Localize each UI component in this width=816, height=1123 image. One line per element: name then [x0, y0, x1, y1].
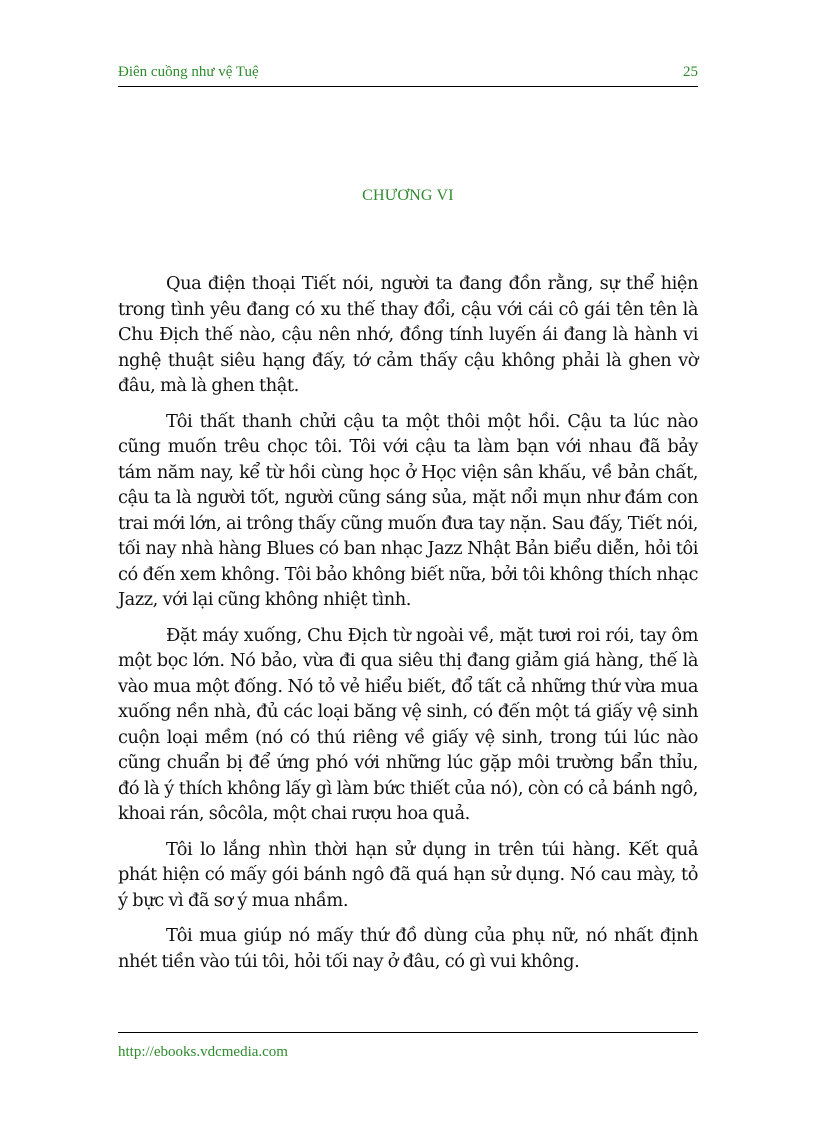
- body-text: [118, 271, 698, 984]
- footer-url-link[interactable]: http://ebooks.vdcmedia.com: [118, 1044, 288, 1060]
- page-header: [118, 62, 698, 87]
- footer-divider: [118, 1032, 698, 1033]
- page-number: 25: [683, 64, 698, 80]
- chapter-heading: CHƯƠNG VI: [362, 187, 454, 204]
- book-title: Điên cuồng như vệ Tuệ: [118, 64, 259, 80]
- paragraph: Qua điện thoại Tiết nói, người ta đang đồn rằng, sự thể hiện trong tình yêu đang có xu thế thay đổi, cậu với cái cô gái tên tên là Chu Địch thế nào, cậu nên nhớ, đồng tính luyến ái đang là hành vi nghệ thuật siêu hạng đấy, tớ cảm thấy cậu không phải là ghen vờ đâu, mà là ghen thật.: [118, 273, 698, 396]
- paragraph: Tôi thất thanh chửi cậu ta một thôi một hồi. Cậu ta lúc nào cũng muốn trêu chọc tôi. Tôi với cậu ta làm bạn với nhau đã bảy tám năm nay, kể từ hồi cùng học ở Học viện sân khấu, về bản chất, cậu ta là người tốt, người cũng sáng sủa, mặt nổi mụn như đám con trai mới lớn, ai trông thấy cũng muốn đưa tay nặn. Sau đấy, Tiết nói, tối nay nhà hàng Blues có ban nhạc Jazz Nhật Bản biểu diễn, hỏi tôi có đến xem không. Tôi bảo không biết nữa, bởi tôi không thích nhạc Jazz, với lại cũng không nhiệt tình.: [118, 410, 698, 610]
- paragraph: Đặt máy xuống, Chu Địch từ ngoài về, mặt tươi roi rói, tay ôm một bọc lớn. Nó bảo, vừa đi qua siêu thị đang giảm giá hàng, thế là vào mua một đống. Nó tỏ vẻ hiểu biết, đổ tất cả những thứ vừa mua xuống nền nhà, đủ các loại băng vệ sinh, có đến một tá giấy vệ sinh cuộn loại mềm (nó có thú riêng về giấy vệ sinh, trong túi lúc nào cũng chuẩn bị để ứng phó với những lúc gặp môi trường bẩn thỉu, đó là ý thích không lấy gì làm bức thiết của nó), còn có cả bánh ngô, khoai rán, sôcôla, một chai rượu hoa quả.: [118, 624, 698, 824]
- paragraph: Tôi mua giúp nó mấy thứ đồ dùng của phụ nữ, nó nhất định nhét tiền vào túi tôi, hỏi tối nay ở đâu, có gì vui không.: [118, 925, 698, 972]
- paragraph: Tôi lo lắng nhìn thời hạn sử dụng in trên túi hàng. Kết quả phát hiện có mấy gói bánh ngô đã quá hạn sử dụng. Nó cau mày, tỏ ý bực vì đã sơ ý mua nhầm.: [118, 838, 698, 911]
